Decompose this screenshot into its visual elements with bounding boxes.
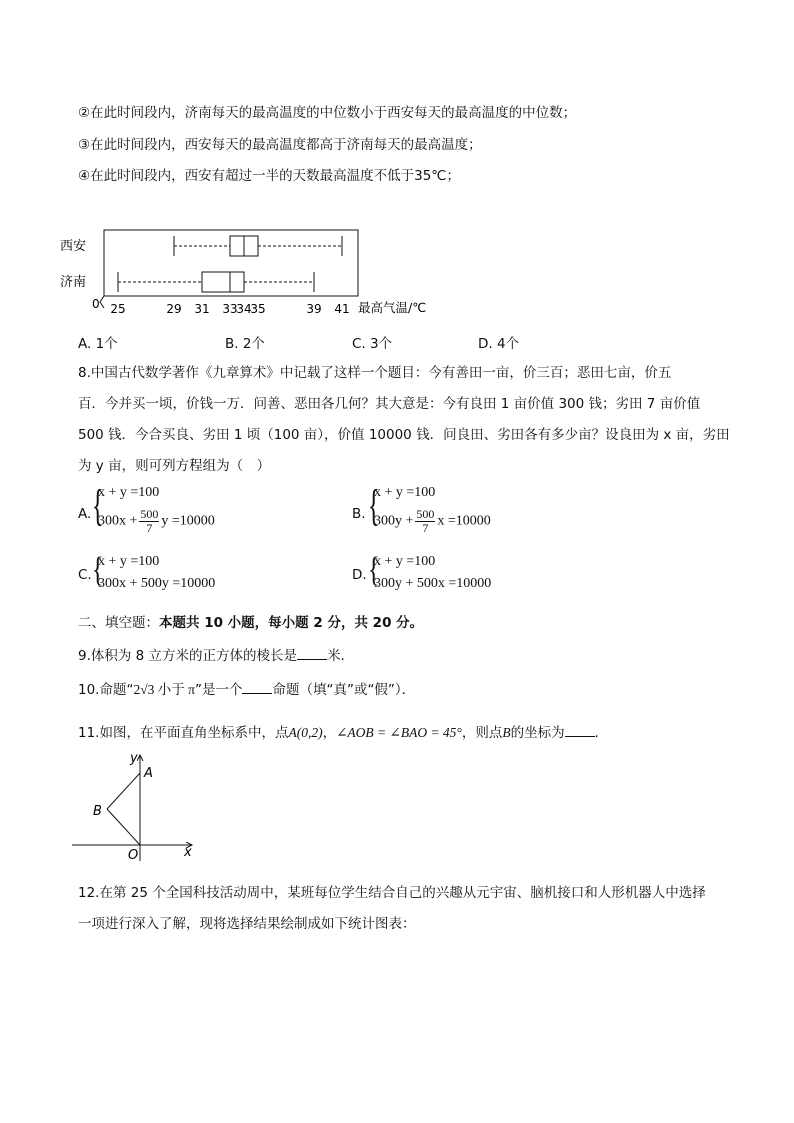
- statement-3: ③在此时间段内，西安每天的最高温度都高于济南每天的最高温度；: [78, 137, 482, 153]
- q9-text: 9.体积为 8 立方米的正方体的棱长是: [78, 648, 298, 664]
- q8-a-fraction: $\frac{500}{7}$: [140, 507, 159, 535]
- q10-math: 2√3 小于 π: [133, 682, 195, 697]
- coordinate-figure: [60, 745, 210, 865]
- q10-blank: [242, 679, 272, 694]
- section-2-title: 二、填空题：: [78, 615, 159, 631]
- q10-mid: ”是一个: [194, 682, 243, 698]
- q11-ask: 的坐标为: [510, 725, 565, 741]
- q8-c-eq2: 300x + 500y =10000: [98, 576, 216, 591]
- q8-d-eq2: 300y + 500x =10000: [374, 576, 492, 591]
- q8-a-eq2: [98, 508, 215, 535]
- q7-option-a: A. 1个: [78, 336, 118, 352]
- q8-a-eq2-right: y =10000: [161, 513, 215, 529]
- q8-line-3: 500 钱．今合买良、劣田 1 顷（100 亩），价值 10000 钱．问良田、劣田各有多少亩？设良田为 x 亩，劣田: [78, 427, 730, 443]
- q8-option-c-label: C.: [78, 567, 92, 583]
- q11-point-a: A(0,2): [288, 725, 323, 740]
- q9-unit: 米．: [327, 648, 355, 664]
- label-x: x: [184, 845, 192, 860]
- brace-a: {: [92, 481, 104, 530]
- q8-line-2: 百．今并买一顷，价钱一万．问善、恶田各几何？其大意是：今有良田 1 亩价值 300 钱；劣田 7 亩价值: [78, 396, 701, 412]
- statement-2: ②在此时间段内，济南每天的最高温度的中位数小于西安每天的最高温度的中位数；: [78, 105, 577, 121]
- jinan-box: [202, 272, 244, 292]
- q11-point-b: B: [502, 725, 511, 740]
- q11-angles: ∠AOB = ∠BAO = 45°: [336, 725, 462, 740]
- origin-label: 0: [92, 297, 100, 311]
- q12-line-2: 一项进行深入了解，现将选择结果绘制成如下统计图表：: [78, 916, 416, 932]
- q8-line-4: 为 y 亩，则可列方程组为（ ）: [78, 458, 271, 474]
- q8-b-fraction: $\frac{500}{7}$: [416, 507, 435, 535]
- q7-option-b: B. 2个: [225, 336, 265, 352]
- section-2-desc: 本题共 10 小题，每小题 2 分，共 20 分。: [159, 615, 424, 631]
- q10-suffix: 命题（填“真”或“假”）．: [272, 682, 416, 698]
- tick-label-35: 35: [250, 302, 266, 316]
- x-axis-label: 最高气温/℃: [358, 300, 427, 315]
- axis-break: [100, 296, 104, 308]
- q8-option-a-label: A.: [78, 506, 92, 522]
- boxplot-chart: [60, 222, 480, 322]
- label-a: A: [144, 766, 153, 781]
- label-o: O: [128, 848, 139, 863]
- label-b: B: [93, 804, 102, 819]
- label-y: y: [130, 751, 138, 766]
- q11: [78, 722, 608, 742]
- q11-end: ．: [594, 725, 609, 741]
- q8-b-eq2-left: 300y +: [374, 513, 414, 529]
- tick-label-29: 29: [166, 302, 182, 316]
- q8-option-d-label: D.: [352, 567, 367, 583]
- q11-then: ，则点: [461, 725, 503, 741]
- tick-label-39: 39: [306, 302, 322, 316]
- tick-label-41: 41: [334, 302, 350, 316]
- q11-prefix: 11.如图，在平面直角坐标系中，点: [78, 725, 289, 741]
- statement-4: ④在此时间段内，西安有超过一半的天数最高温度不低于35℃；: [78, 168, 460, 184]
- q8-b-eq1: x + y =100: [374, 485, 436, 500]
- brace-b: {: [368, 481, 380, 530]
- tick-label-31: 31: [194, 302, 210, 316]
- tick-label-33: 33: [222, 302, 238, 316]
- section-2-heading: [78, 614, 423, 632]
- q8-c-eq1: x + y =100: [98, 554, 160, 569]
- q10: [78, 679, 415, 699]
- q11-blank: [565, 722, 595, 737]
- q8-b-eq2: [374, 508, 491, 535]
- q8-a-eq2-left: 300x +: [98, 513, 138, 529]
- q11-comma: ，: [322, 725, 337, 741]
- q8-line-1: 8.中国古代数学著作《九章算术》中记载了这样一个题目：今有善田一亩，价三百；恶田七亩，价五: [78, 365, 672, 381]
- q9-blank: [297, 645, 327, 660]
- q8-b-eq2-right: x =10000: [437, 513, 491, 529]
- q9: [78, 645, 354, 665]
- series-label-xian: 西安: [60, 239, 87, 254]
- series-label-jinan: 济南: [60, 275, 87, 290]
- q8-option-b-label: B.: [352, 506, 366, 522]
- segment-ba: [107, 773, 140, 809]
- q12-line-1: 12.在第 25 个全国科技活动周中，某班每位学生结合自己的兴趣从元宇宙、脑机接口和人形机器人中选择: [78, 885, 706, 901]
- q10-prefix: 10.命题“: [78, 682, 134, 698]
- tick-label-25: 25: [110, 302, 126, 316]
- segment-bo: [107, 809, 140, 845]
- tick-label-34: 34: [236, 302, 252, 316]
- q7-option-c: C. 3个: [352, 336, 393, 352]
- brace-d: {: [368, 549, 380, 589]
- brace-c: {: [92, 549, 104, 589]
- q7-option-d: D. 4个: [478, 336, 520, 352]
- q8-d-eq1: x + y =100: [374, 554, 436, 569]
- q8-a-eq1: x + y =100: [98, 485, 160, 500]
